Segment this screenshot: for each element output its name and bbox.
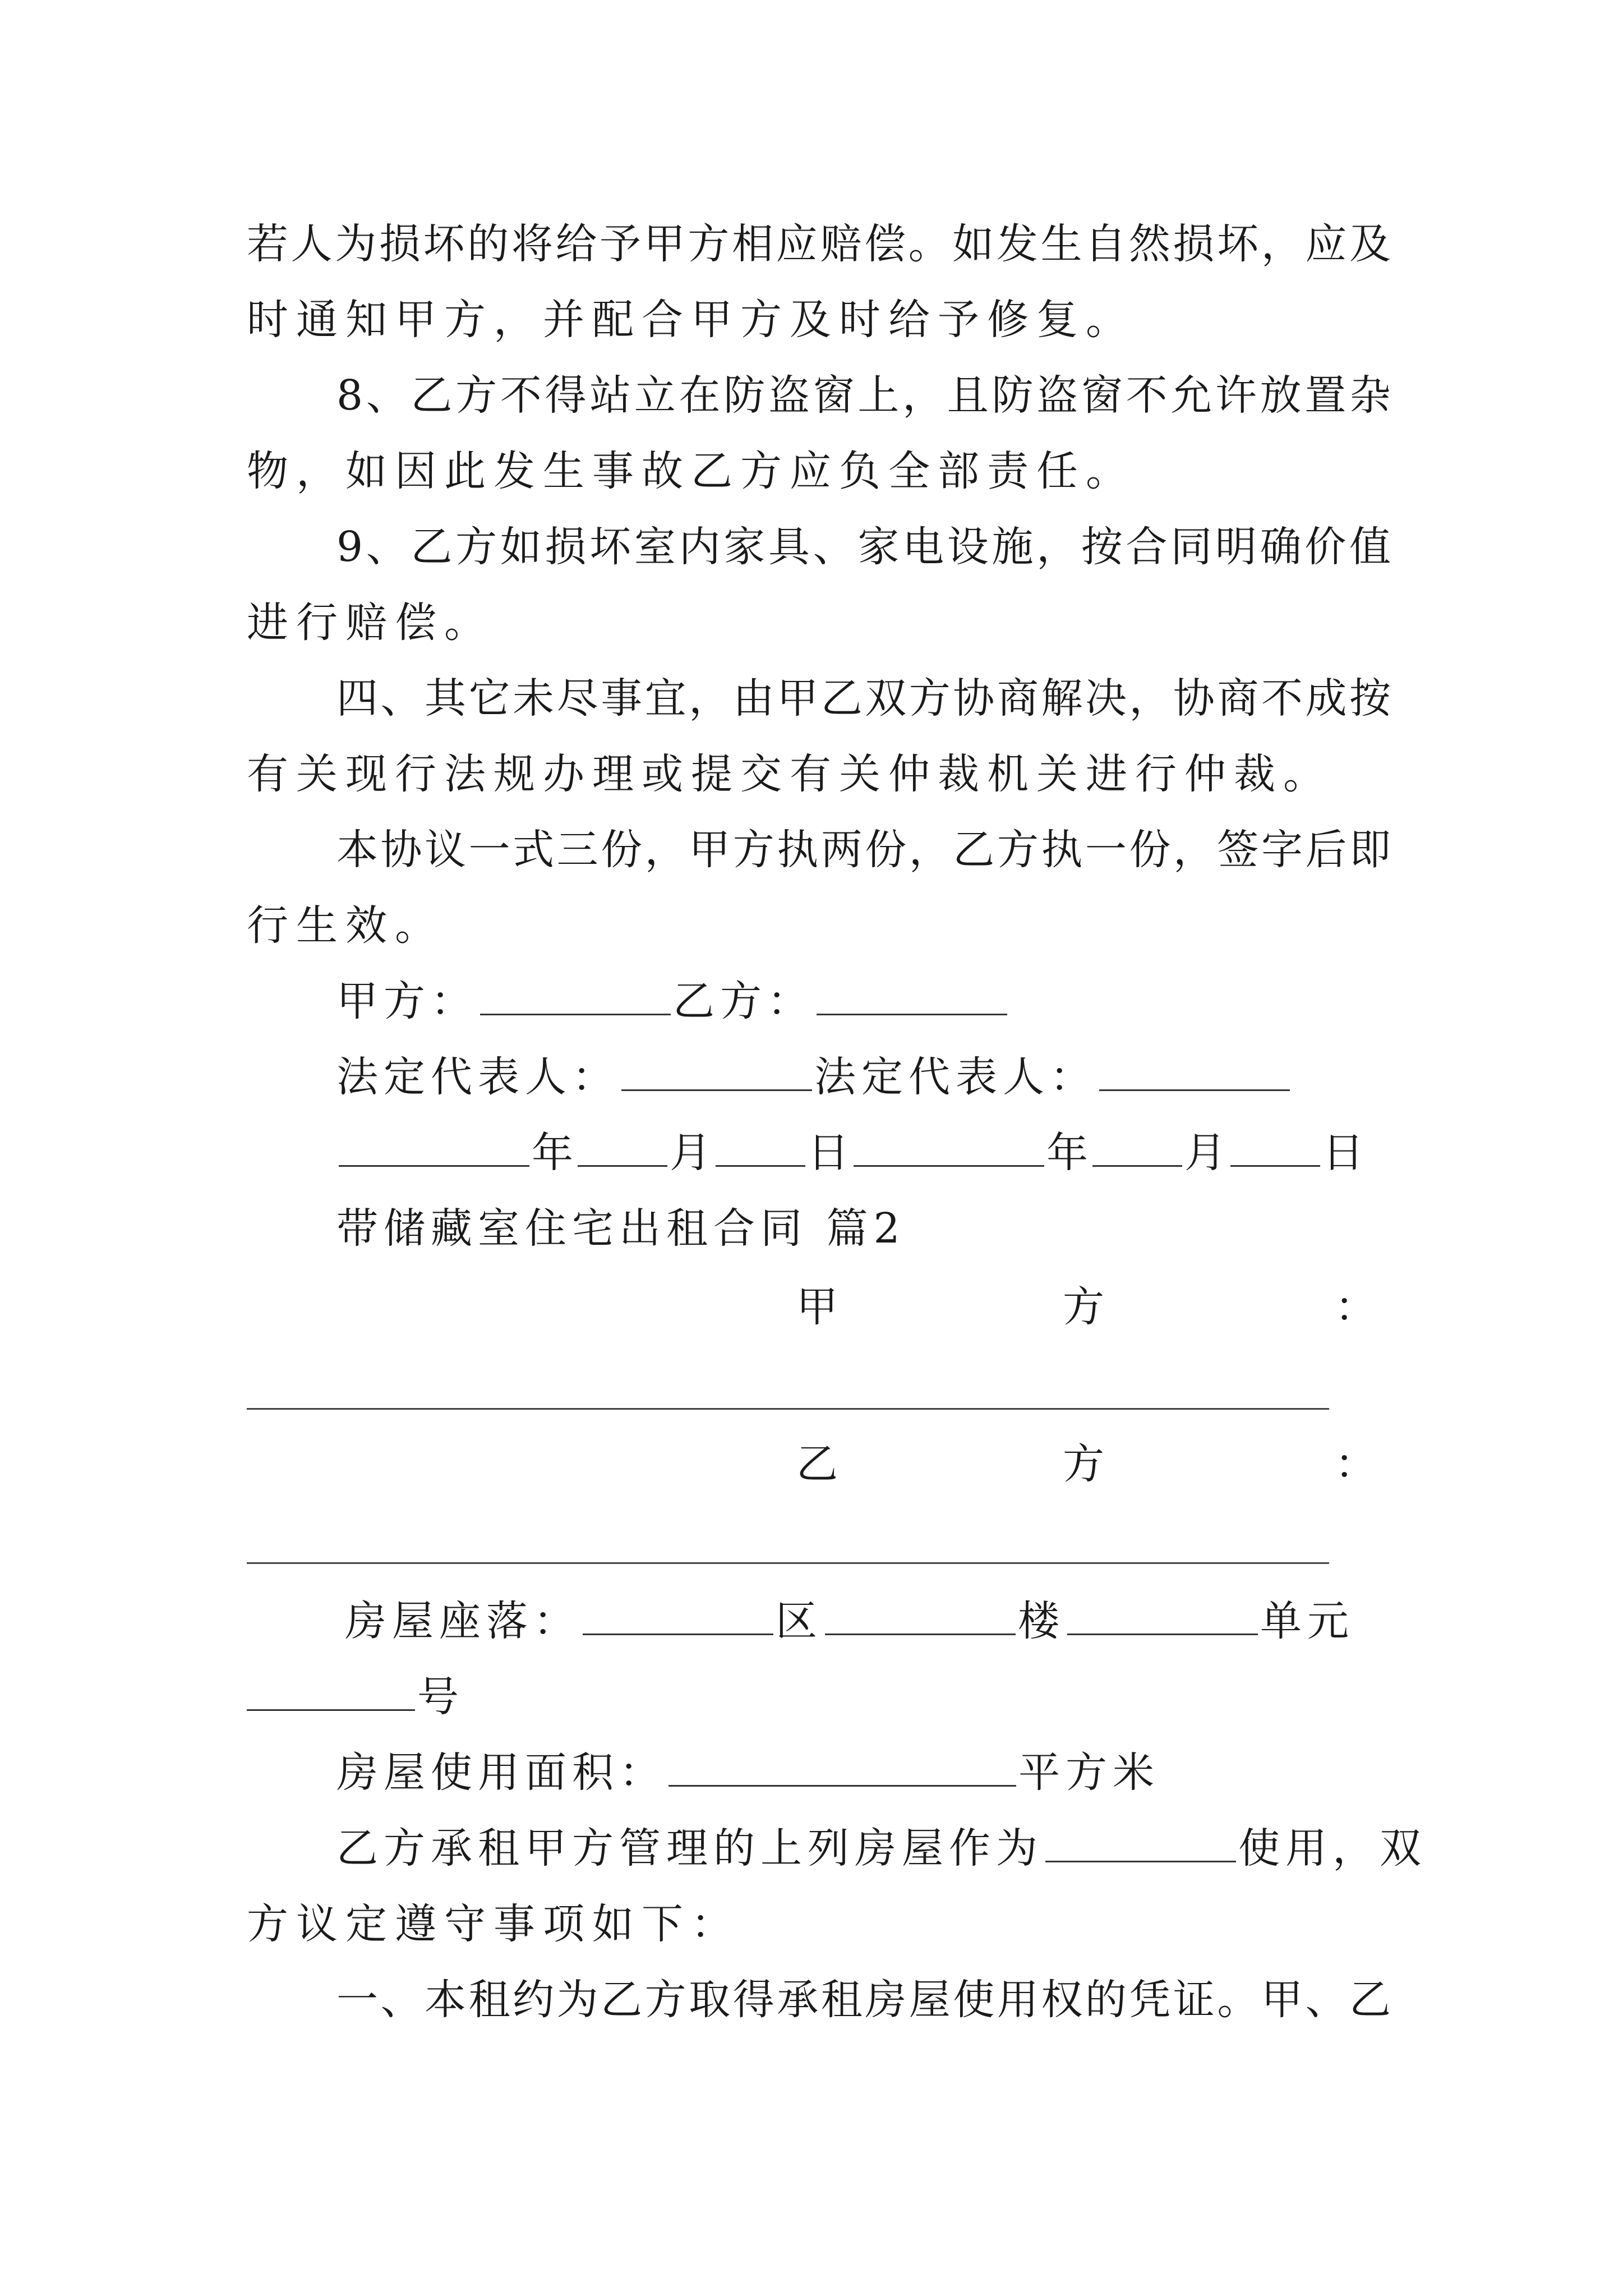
usage-blank bbox=[1045, 1827, 1236, 1862]
party-a-rule bbox=[247, 1408, 1329, 1410]
para-line: 8、乙方不得站立在防盗窗上，且防盗窗不允许放置杂 bbox=[336, 371, 1391, 420]
para-line: 本协议一式三份，甲方执两份，乙方执一份，签字后即 bbox=[336, 826, 1391, 874]
number-line bbox=[247, 1669, 1391, 1725]
signature-representatives bbox=[336, 1049, 1391, 1105]
para-line: 四、其它未尽事宜，由甲乙双方协商解决，协商不成按 bbox=[336, 674, 1391, 723]
day-label: 日 bbox=[808, 1129, 851, 1177]
day-blank bbox=[716, 1131, 805, 1167]
area-label: 房屋使用面积： bbox=[336, 1749, 666, 1797]
year-blank bbox=[339, 1131, 529, 1167]
usage-line bbox=[336, 1820, 1427, 1876]
signature-dates bbox=[336, 1125, 1391, 1181]
rep-b-blank bbox=[1099, 1056, 1290, 1091]
area-unit: 平方米 bbox=[1018, 1749, 1160, 1797]
year-blank bbox=[854, 1131, 1044, 1167]
para-line: 进行赔偿。 bbox=[247, 599, 494, 647]
para-line: 有关现行法规办理或提交有关仲裁机关进行仲裁。 bbox=[247, 750, 1332, 798]
building-label: 楼 bbox=[1018, 1597, 1065, 1645]
para-line: 方议定遵守事项如下： bbox=[247, 1900, 740, 1948]
unit-label: 单元 bbox=[1260, 1597, 1354, 1645]
signature-parties bbox=[336, 973, 1391, 1029]
rep-a-label: 法定代表人： bbox=[336, 1053, 619, 1101]
area-blank bbox=[668, 1751, 1016, 1787]
party-b-char: 乙 bbox=[796, 1440, 838, 1488]
number-label: 号 bbox=[417, 1673, 464, 1721]
party-a-blank bbox=[480, 980, 671, 1015]
month-blank bbox=[578, 1131, 667, 1167]
month-label: 月 bbox=[1184, 1129, 1228, 1177]
number-blank bbox=[247, 1676, 415, 1711]
para-line: 9、乙方如损坏室内家具、家电设施，按合同明确价值 bbox=[336, 523, 1391, 571]
usage-suffix: 使用，双 bbox=[1238, 1824, 1427, 1872]
para-line: 若人为损坏的将给予甲方相应赔偿。如发生自然损坏，应及 bbox=[247, 220, 1391, 268]
rep-a-blank bbox=[621, 1056, 812, 1091]
party-b-colon: ： bbox=[1335, 1440, 1376, 1488]
para-line: 行生效。 bbox=[247, 901, 444, 950]
district-blank bbox=[583, 1600, 773, 1635]
party-b-char: 方 bbox=[1063, 1440, 1104, 1488]
year-label: 年 bbox=[532, 1129, 575, 1177]
usage-prefix: 乙方承租甲方管理的上列房屋作为 bbox=[336, 1824, 1043, 1872]
year-label: 年 bbox=[1046, 1129, 1090, 1177]
para-line: 时通知甲方，并配合甲方及时给予修复。 bbox=[247, 296, 1135, 344]
month-label: 月 bbox=[670, 1129, 713, 1177]
location-label: 房屋座落： bbox=[345, 1597, 580, 1645]
month-blank bbox=[1092, 1131, 1182, 1167]
para-line: 物，如因此发生事故乙方应负全部责任。 bbox=[247, 447, 1135, 495]
location-line bbox=[345, 1593, 1399, 1649]
section-title: 带储藏室住宅出租合同 篇2 bbox=[336, 1204, 906, 1253]
party-b-blank bbox=[817, 980, 1007, 1015]
party-b-label: 乙方： bbox=[673, 977, 814, 1025]
rep-b-label: 法定代表人： bbox=[814, 1053, 1097, 1101]
district-label: 区 bbox=[776, 1597, 823, 1645]
party-a-label: 甲方： bbox=[336, 977, 478, 1025]
party-b-rule bbox=[247, 1562, 1329, 1564]
unit-blank bbox=[1067, 1600, 1258, 1635]
party-a-char: 甲 bbox=[796, 1283, 838, 1331]
day-blank bbox=[1230, 1131, 1320, 1167]
party-a-colon: ： bbox=[1335, 1283, 1376, 1331]
para-line: 一、本租约为乙方取得承租房屋使用权的凭证。甲、乙 bbox=[336, 1976, 1391, 2024]
building-blank bbox=[825, 1600, 1016, 1635]
party-a-char: 方 bbox=[1063, 1283, 1104, 1331]
day-label: 日 bbox=[1322, 1129, 1366, 1177]
area-line bbox=[336, 1745, 1391, 1801]
